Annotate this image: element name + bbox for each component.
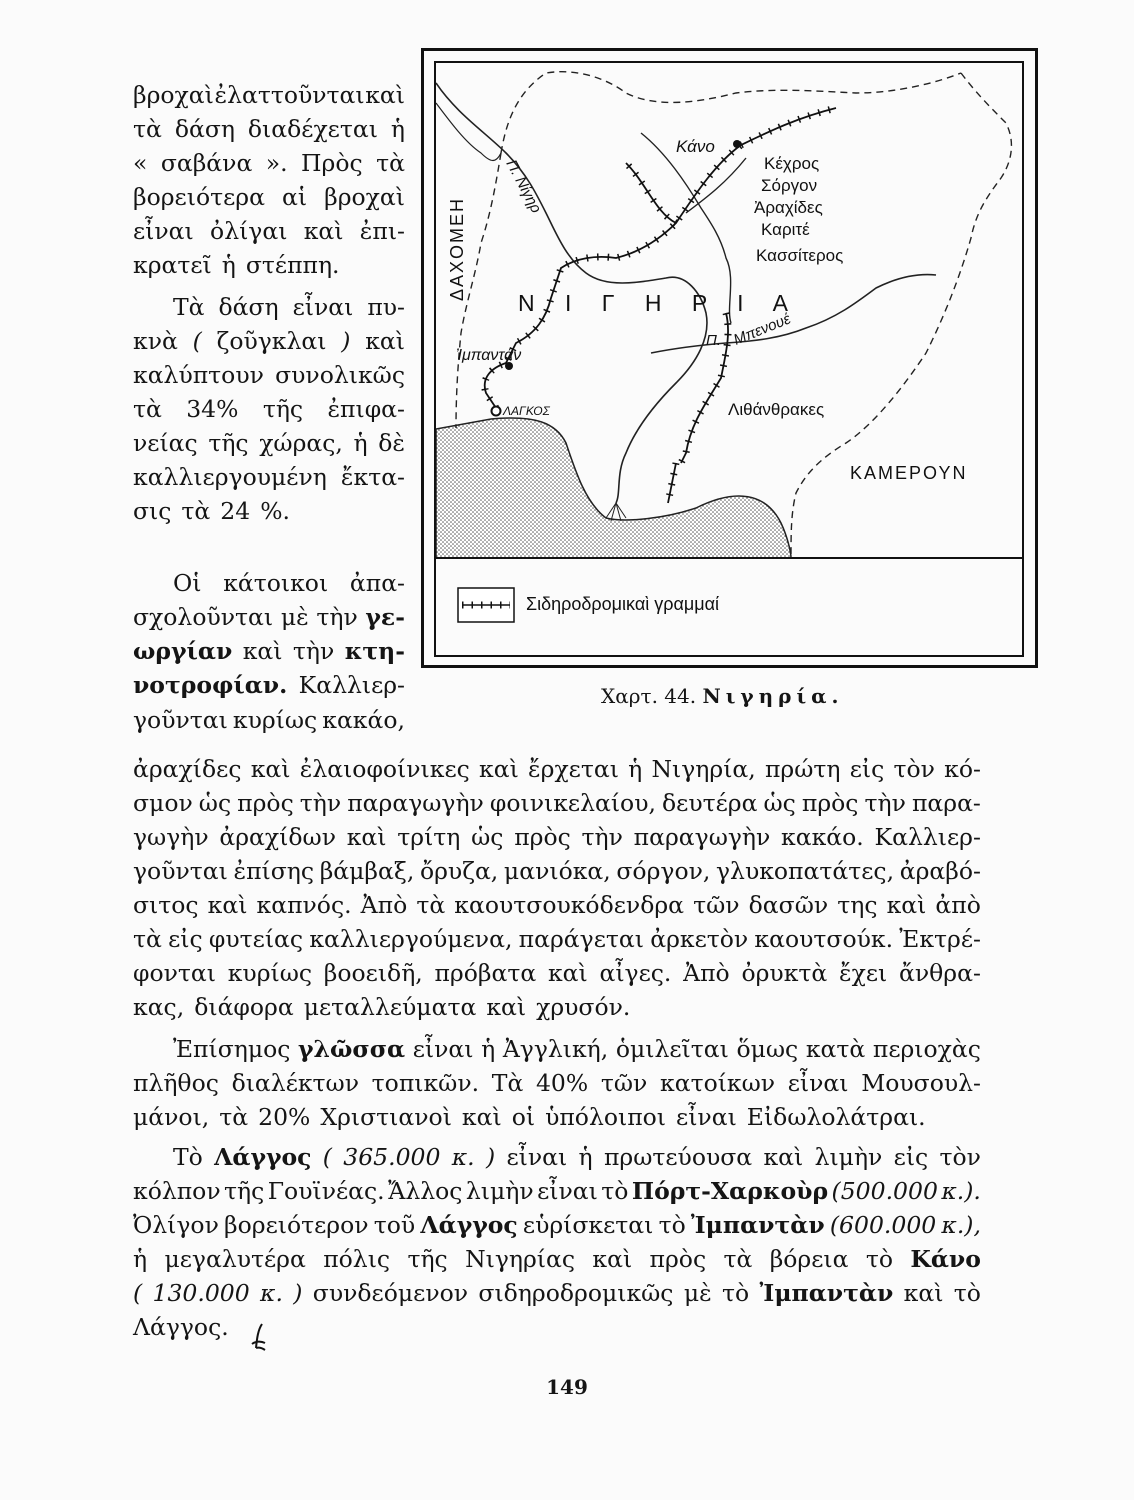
word: κατοίκων <box>660 1069 776 1097</box>
word: ἡ <box>481 1035 496 1063</box>
caption-prefix: Χαρτ. 44. <box>601 684 697 708</box>
word: ἐπιφα- <box>327 395 405 423</box>
border-top-left <box>436 103 501 161</box>
word: εἰς <box>893 1143 929 1171</box>
word: ἔρχεται <box>528 755 619 783</box>
word: γωγὴν <box>133 823 209 851</box>
word: διαλέκτων <box>231 1069 359 1097</box>
word: βορειότερον <box>224 1211 369 1239</box>
word: της <box>837 891 878 919</box>
word: Χριστιανοὶ <box>320 1103 452 1131</box>
word: Ἰμπαντὰν <box>690 1211 825 1239</box>
word: ὁμιλεῖται <box>615 1035 729 1063</box>
nigeria-map <box>436 63 1022 655</box>
word: Τὰ <box>491 1069 524 1097</box>
text-line <box>133 1066 981 1100</box>
word: καὶ <box>486 993 527 1021</box>
word: παράγεται <box>518 925 644 953</box>
text-line <box>173 1032 981 1066</box>
word: ( <box>192 327 202 355</box>
word: πλῆθος <box>133 1069 219 1097</box>
word: σόργον, <box>616 857 711 885</box>
word: ἡ <box>578 1143 593 1171</box>
word: Νιγηρία, <box>651 755 756 783</box>
word: χώρας, <box>259 429 343 457</box>
text-line <box>173 290 405 324</box>
text-line <box>173 1140 981 1174</box>
word: καὶ <box>346 823 387 851</box>
word: κυρίως <box>232 706 318 734</box>
word: τὸ <box>865 1245 894 1273</box>
railway-kano-east <box>741 108 836 145</box>
text-line <box>133 1276 981 1310</box>
word: ἡ <box>390 115 405 143</box>
word: καὶ <box>479 755 519 783</box>
word: καὶ <box>250 755 291 783</box>
text-line <box>133 1100 981 1134</box>
text-line <box>133 214 405 248</box>
word: κας, <box>133 993 185 1021</box>
word: (600.000 <box>829 1211 937 1239</box>
word: εἶναι <box>787 1069 849 1097</box>
word: τῶν <box>693 891 740 919</box>
word: ( <box>322 1143 332 1171</box>
word: κό- <box>944 755 981 783</box>
word: ) <box>341 327 351 355</box>
word: τῆς <box>208 429 249 457</box>
map-label-product-4: Καριτέ <box>761 220 810 239</box>
text-line <box>133 146 405 180</box>
word: βάμβαξ, <box>319 857 415 885</box>
text-line <box>133 1208 981 1242</box>
word: συνολικῶς <box>275 361 405 389</box>
word: παραγωγὴν <box>633 823 771 851</box>
word: ἀπὸ <box>935 891 981 919</box>
word: περιοχὰς <box>872 1035 981 1063</box>
word: καὶ <box>886 891 927 919</box>
word: Ἰμπαντὰν <box>759 1279 894 1307</box>
map-label-benue-prefix: Π. <box>706 332 722 349</box>
word: πρωτεύουσα <box>603 1143 753 1171</box>
word: ἡ <box>628 755 643 783</box>
word: τὰ <box>181 497 211 525</box>
word: τὴν <box>292 637 335 665</box>
word: καὶ <box>903 1279 944 1307</box>
word: νοτροφίαν. <box>133 671 288 699</box>
railway-south-port <box>668 463 676 503</box>
word: Ὀλίγον <box>133 1211 219 1239</box>
legend-label: Σιδηροδρομικαὶ γραμμαί <box>526 594 720 614</box>
text-line <box>133 703 405 737</box>
word: Λάγγος. <box>133 1313 229 1341</box>
word: βροχαὶ <box>133 81 214 109</box>
word: %. <box>260 497 291 525</box>
word: (500.000 <box>831 1177 938 1205</box>
word: καὶ <box>547 959 588 987</box>
word: ) <box>485 1143 496 1171</box>
word: γλῶσσα <box>298 1035 406 1063</box>
word: σιτος <box>133 891 199 919</box>
word: Οἱ <box>173 569 202 597</box>
word: καλύπτουν <box>133 361 264 389</box>
word: ὡς <box>471 823 504 851</box>
word: ὅμως <box>736 1035 799 1063</box>
word: μὲ <box>280 603 309 631</box>
text-line <box>133 180 405 214</box>
word: καουτσουκόδενδρα <box>454 891 685 919</box>
word: πρώτη <box>764 755 841 783</box>
word: Τὰ <box>173 293 205 321</box>
word: ωργίαν <box>133 637 233 665</box>
word: κ. <box>260 1279 283 1307</box>
word: φοινικελαίου, <box>489 789 656 817</box>
word: τρίτη <box>397 823 461 851</box>
word: γοῦνται <box>133 706 228 734</box>
word: Πρὸς <box>301 149 363 177</box>
word: αἶγες. <box>599 959 672 987</box>
word: ἐλαιοφοίνικες <box>299 755 470 783</box>
word: πρὸς <box>649 1245 707 1273</box>
word: βορειότερα <box>133 183 265 211</box>
word: μάνοι, <box>133 1103 210 1131</box>
text-line <box>133 922 981 956</box>
word: σις <box>133 497 172 525</box>
page-number: 149 <box>546 1375 588 1399</box>
word: εἶναι <box>292 293 354 321</box>
text-line <box>133 1242 981 1276</box>
word: ζοῦγκλαι <box>216 327 327 355</box>
word: τοῦ <box>373 1211 416 1239</box>
map-label-benue: Μπενουέ <box>731 310 793 349</box>
word: Γουϊνέας. <box>267 1177 385 1205</box>
word: καὶ <box>592 1245 633 1273</box>
word: δάση <box>174 115 235 143</box>
text-line <box>133 460 405 494</box>
word: ἀπα- <box>349 569 405 597</box>
word: κόλπον <box>133 1177 221 1205</box>
word: Πόρτ-Χαρκοὺρ <box>631 1177 829 1205</box>
text-line <box>133 752 981 786</box>
word: στέππη. <box>245 251 340 279</box>
word: τὰ <box>723 1245 753 1273</box>
word: τοπικῶν. <box>371 1069 480 1097</box>
word: τὸν <box>939 1143 981 1171</box>
word: βόρεια <box>769 1245 849 1273</box>
word: κνὰ <box>133 327 178 355</box>
sea-area <box>436 418 791 558</box>
word: διαδέχεται <box>247 115 378 143</box>
text-line <box>133 600 405 634</box>
word: ὡς <box>763 789 796 817</box>
word: ( <box>133 1279 143 1307</box>
word: Μουσουλ- <box>861 1069 981 1097</box>
border-east <box>791 73 1011 558</box>
word: δάση <box>218 293 279 321</box>
text-line <box>133 990 981 1024</box>
word: Καλλιερ- <box>298 671 405 699</box>
map-label-product-3: Ἀραχίδες <box>754 198 823 217</box>
word: κ. <box>451 1143 475 1171</box>
map-label-lagos: ΛΑΓΚΟΣ <box>503 404 550 418</box>
word: βροχαὶ <box>324 183 405 211</box>
word: τὴν <box>316 603 358 631</box>
word: τὰ <box>133 925 162 953</box>
map-label-ibadan: Ἰμπαντάν <box>456 347 522 364</box>
word: καὶ <box>207 891 248 919</box>
word: δὲ <box>378 429 405 457</box>
word: τὸ <box>722 1279 750 1307</box>
word: Νιγηρίας <box>465 1245 576 1273</box>
word: Καλλιερ- <box>874 823 981 851</box>
word: ἀρκετὸν <box>650 925 749 953</box>
word: εἶναι <box>537 1177 598 1205</box>
word: Ἀπὸ <box>683 959 730 987</box>
word: αἱ <box>281 183 308 211</box>
word: ὄρυζα, <box>419 857 499 885</box>
text-line <box>133 426 405 460</box>
word: τὰ <box>416 891 446 919</box>
word: ἔκτα- <box>340 463 405 491</box>
map-label-cameroon: ΚΑΜΕΡΟΥΝ <box>850 463 968 483</box>
word: ἡ <box>133 1245 148 1273</box>
word: παραγωγὴν <box>347 789 484 817</box>
word: Εἰδωλολάτραι. <box>746 1103 926 1131</box>
word: καουτσούκ. <box>754 925 894 953</box>
word: καὶ <box>365 81 405 109</box>
text-line <box>133 634 405 668</box>
text-line <box>133 392 405 426</box>
word: ἐπι- <box>359 217 405 245</box>
word: Λάγγος <box>214 1143 312 1171</box>
word: ὀλίγαι <box>210 217 288 245</box>
word: τῆς <box>224 1177 265 1205</box>
map-label-coal: Λιθάνθρακες <box>728 400 825 419</box>
word: κακάο, <box>322 706 405 734</box>
text-line <box>133 854 981 888</box>
word: κακάο. <box>781 823 864 851</box>
word: τὴν <box>299 789 342 817</box>
word: τὰ <box>133 115 162 143</box>
word: καὶ <box>461 1103 502 1131</box>
word: καλλιεργουμένη <box>133 463 327 491</box>
word: τὸ <box>601 1177 629 1205</box>
word: οἱ <box>511 1103 536 1131</box>
word: 34% <box>186 395 239 423</box>
map-label-kano: Κάνο <box>676 137 715 156</box>
word: εἰς <box>849 755 885 783</box>
word: εἰς <box>168 925 203 953</box>
word: γοῦνται <box>133 857 228 885</box>
map-label-product-5: Κασσίτερος <box>756 246 844 265</box>
map-label-dahomey: ΔΑΧΟΜΕΗ <box>447 196 467 301</box>
word: ἄνθρα- <box>898 959 981 987</box>
word: τὸν <box>893 755 935 783</box>
word: τῆς <box>407 1245 448 1273</box>
word: Ἀγγλική, <box>502 1035 609 1063</box>
text-line <box>133 820 981 854</box>
word: πρόβατα <box>434 959 537 987</box>
word: σιδηροδρομικῶς <box>478 1279 674 1307</box>
word: εἶναι <box>133 217 194 245</box>
word: Ἐπίσημος <box>173 1035 291 1063</box>
word: ». <box>265 149 288 177</box>
text-line <box>133 668 405 702</box>
text-line <box>133 1174 981 1208</box>
caption-title: Νιγηρία. <box>702 684 844 708</box>
map-caption <box>601 684 844 708</box>
word: ) <box>293 1279 303 1307</box>
kano-dot <box>733 140 741 148</box>
word: συνδεόμενον <box>312 1279 469 1307</box>
word: νείας <box>133 429 198 457</box>
word: πρὸς <box>801 789 859 817</box>
word: γε- <box>365 603 405 631</box>
word: μεγαλυτέρα <box>164 1245 306 1273</box>
word: σχολοῦνται <box>133 603 274 631</box>
text-line <box>133 786 981 820</box>
word: κ.), <box>941 1211 981 1239</box>
end-mark-icon <box>248 1322 270 1352</box>
map-label-product-2: Σόργον <box>761 176 818 195</box>
word: ὑπόλοιποι <box>545 1103 667 1131</box>
word: ὀρυκτὰ <box>741 959 828 987</box>
word: τῶν <box>600 1069 648 1097</box>
word: ἀραβό- <box>899 857 981 885</box>
word: « <box>133 149 148 177</box>
word: καὶ <box>365 327 405 355</box>
word: παρα- <box>911 789 981 817</box>
word: εὑρίσκεται <box>522 1211 654 1239</box>
word: πρὸς <box>237 789 294 817</box>
word: βοοειδῆ, <box>323 959 423 987</box>
text-line <box>133 112 405 146</box>
map-label-country: Ν Ι Γ Η Ρ Ι Α <box>518 290 801 316</box>
word: δασῶν <box>748 891 829 919</box>
text-line <box>133 494 405 528</box>
word: κυρίως <box>227 959 313 987</box>
word: Ἀπὸ <box>360 891 408 919</box>
word: εἶναι <box>676 1103 737 1131</box>
word: τὸ <box>953 1279 981 1307</box>
text-line <box>133 956 981 990</box>
map-label-product-1: Κέχρος <box>764 154 820 173</box>
word: ἔχει <box>839 959 888 987</box>
word: 24 <box>220 497 251 525</box>
word: Ἐκτρέ- <box>899 925 981 953</box>
word: πρὸς <box>514 823 571 851</box>
word: τὰ <box>219 1103 249 1131</box>
word: κρατεῖ <box>133 251 212 279</box>
word: 20% <box>258 1103 311 1131</box>
word: φυτείας <box>208 925 304 953</box>
word: τὴν <box>864 789 906 817</box>
word: καὶ <box>303 217 344 245</box>
word: ἡ <box>221 251 236 279</box>
word: Κάνο <box>910 1245 981 1273</box>
word: τὰ <box>376 149 405 177</box>
word: εἶναι <box>506 1143 568 1171</box>
text-line <box>133 888 981 922</box>
word: ὡς <box>198 789 232 817</box>
word: εἶναι <box>412 1035 474 1063</box>
map-label-niger: Π. Νίγηρ <box>502 156 545 216</box>
word: μὲ <box>683 1279 712 1307</box>
word: 130.000 <box>152 1279 250 1307</box>
border-west <box>501 72 961 153</box>
word: μεταλλεύματα <box>303 993 477 1021</box>
word: κάτοικοι <box>223 569 329 597</box>
word: ἐπίσης <box>233 857 315 885</box>
word: 365.000 <box>343 1143 441 1171</box>
word: ἡ <box>353 429 368 457</box>
word: λιμὴν <box>814 1143 883 1171</box>
word: διάφορα <box>194 993 294 1021</box>
word: ἀραχίδες <box>133 755 242 783</box>
word: τὴν <box>581 823 623 851</box>
word: καὶ <box>242 637 283 665</box>
word: δευτέρα <box>662 789 758 817</box>
text-line <box>133 248 405 282</box>
text-line <box>133 324 405 358</box>
word: πόλις <box>323 1245 391 1273</box>
word: πυ- <box>367 293 405 321</box>
word: καλλιεργούμενα, <box>309 925 513 953</box>
word: λιμὴν <box>465 1177 534 1205</box>
word: γλυκοπατάτες, <box>716 857 895 885</box>
text-line <box>133 358 405 392</box>
word: μανιόκα, <box>503 857 611 885</box>
word: 40% <box>535 1069 589 1097</box>
word: τὰ <box>133 395 162 423</box>
word: ἐλαττοῦνται <box>214 81 365 109</box>
word: καπνός. <box>256 891 352 919</box>
word: Τὸ <box>173 1143 203 1171</box>
word: κατὰ <box>805 1035 866 1063</box>
word: Ἄλλος <box>388 1177 463 1205</box>
word: φονται <box>133 959 216 987</box>
word: κ.). <box>941 1177 981 1205</box>
word: ἀραχίδων <box>219 823 336 851</box>
word: σμον <box>133 789 193 817</box>
word: χρυσόν. <box>536 993 631 1021</box>
railway-kano-east-ticks <box>741 108 836 145</box>
word: τὸ <box>658 1211 686 1239</box>
text-line <box>173 566 405 600</box>
text-line <box>133 78 405 112</box>
lagos-dot <box>492 407 501 416</box>
word: κτη- <box>344 637 405 665</box>
word: τῆς <box>262 395 304 423</box>
word: καὶ <box>763 1143 804 1171</box>
word: Λάγγος <box>420 1211 518 1239</box>
word: σαβάνα <box>160 149 253 177</box>
